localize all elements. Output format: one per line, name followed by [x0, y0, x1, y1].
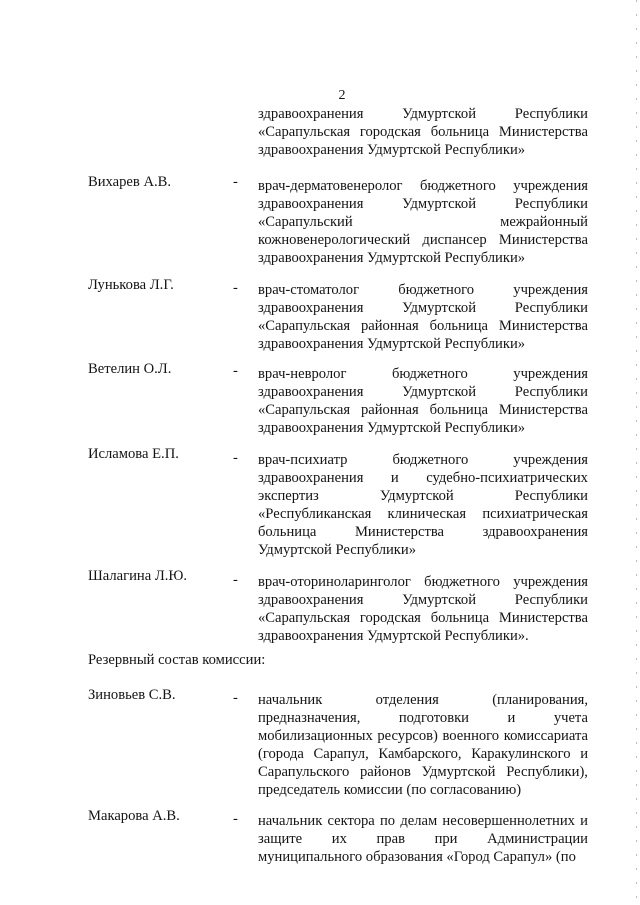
text-line: защите их прав при Администрации — [258, 831, 588, 847]
text-line: здравоохранения и судебно-психиатрических — [258, 470, 588, 486]
text-line: «Республиканская клиническая психиатрическая — [258, 506, 588, 522]
member-name: Зиновьев С.В. — [88, 687, 176, 703]
text-line: председатель комиссии (по согласованию) — [258, 782, 522, 798]
text-line: больница Министерства здравоохранения — [258, 524, 588, 540]
member-name: Шалагина Л.Ю. — [88, 568, 188, 584]
text-line: врач-стоматолог бюджетного учреждения — [258, 282, 588, 298]
text-line: здравоохранения Удмуртской Республики» — [258, 250, 526, 266]
text-line: начальник сектора по делам несовершеннолетних и — [258, 813, 588, 829]
page-number: 2 — [338, 88, 346, 103]
member-name: Макарова А.В. — [88, 808, 180, 824]
member-name: Вихарев А.В. — [88, 174, 172, 190]
text-line: «Сарапульский межрайонный — [258, 214, 588, 230]
text-line: врач-психиатр бюджетного учреждения — [258, 452, 588, 468]
text-line: здравоохранения Удмуртской Республики — [258, 106, 588, 122]
text-line: предназначения, подготовки и учета — [258, 710, 588, 726]
text-line: «Сарапульская городская больница Министерства — [258, 124, 588, 140]
text-line: здравоохранения Удмуртской Республики — [258, 196, 588, 212]
text-line: (города Сарапул, Камбарского, Каракулинского и — [258, 746, 588, 762]
text-line: врач-невролог бюджетного учреждения — [258, 366, 588, 382]
member-dash: - — [233, 450, 238, 466]
page-edge-marks — [636, 0, 637, 905]
reserve-heading: Резервный состав комиссии: — [88, 652, 266, 668]
text-line: здравоохранения Удмуртской Республики — [258, 592, 588, 608]
text-line: мобилизационных ресурсов) военного комиссариата — [258, 728, 588, 744]
text-line: здравоохранения Удмуртской Республики» — [258, 336, 526, 352]
text-line: начальник отделения (планирования, — [258, 692, 588, 708]
text-line: «Сарапульская городская больница Министерства — [258, 610, 588, 626]
member-dash: - — [233, 280, 238, 296]
text-line: здравоохранения Удмуртской Республики» — [258, 420, 526, 436]
text-line: Сарапульского районов Удмуртской Республики), — [258, 764, 588, 780]
text-line: здравоохранения Удмуртской Республики — [258, 384, 588, 400]
member-dash: - — [233, 363, 238, 379]
text-line: здравоохранения Удмуртской Республики» — [258, 142, 526, 158]
text-line: кожновенерологический диспансер Министерства — [258, 232, 588, 248]
text-line: «Сарапульская районная больница Министерства — [258, 402, 588, 418]
text-line: «Сарапульская районная больница Министерства — [258, 318, 588, 334]
text-line: здравоохранения Удмуртской Республики». — [258, 628, 529, 644]
member-dash: - — [233, 174, 238, 190]
member-dash: - — [233, 690, 238, 706]
text-line: здравоохранения Удмуртской Республики — [258, 300, 588, 316]
text-line: экспертиз Удмуртской Республики — [258, 488, 588, 504]
member-dash: - — [233, 811, 238, 827]
text-line: муниципального образования «Город Сарапул» (по — [258, 849, 576, 865]
member-name: Исламова Е.П. — [88, 446, 179, 462]
text-line: врач-оториноларинголог бюджетного учреждения — [258, 574, 588, 590]
text-line: Удмуртской Республики» — [258, 542, 416, 558]
member-dash: - — [233, 572, 238, 588]
member-name: Ветелин О.Л. — [88, 361, 172, 377]
member-name: Луньков​а Л.Г. — [88, 277, 174, 293]
text-line: врач-дерматовенеролог бюджетного учреждения — [258, 178, 588, 194]
